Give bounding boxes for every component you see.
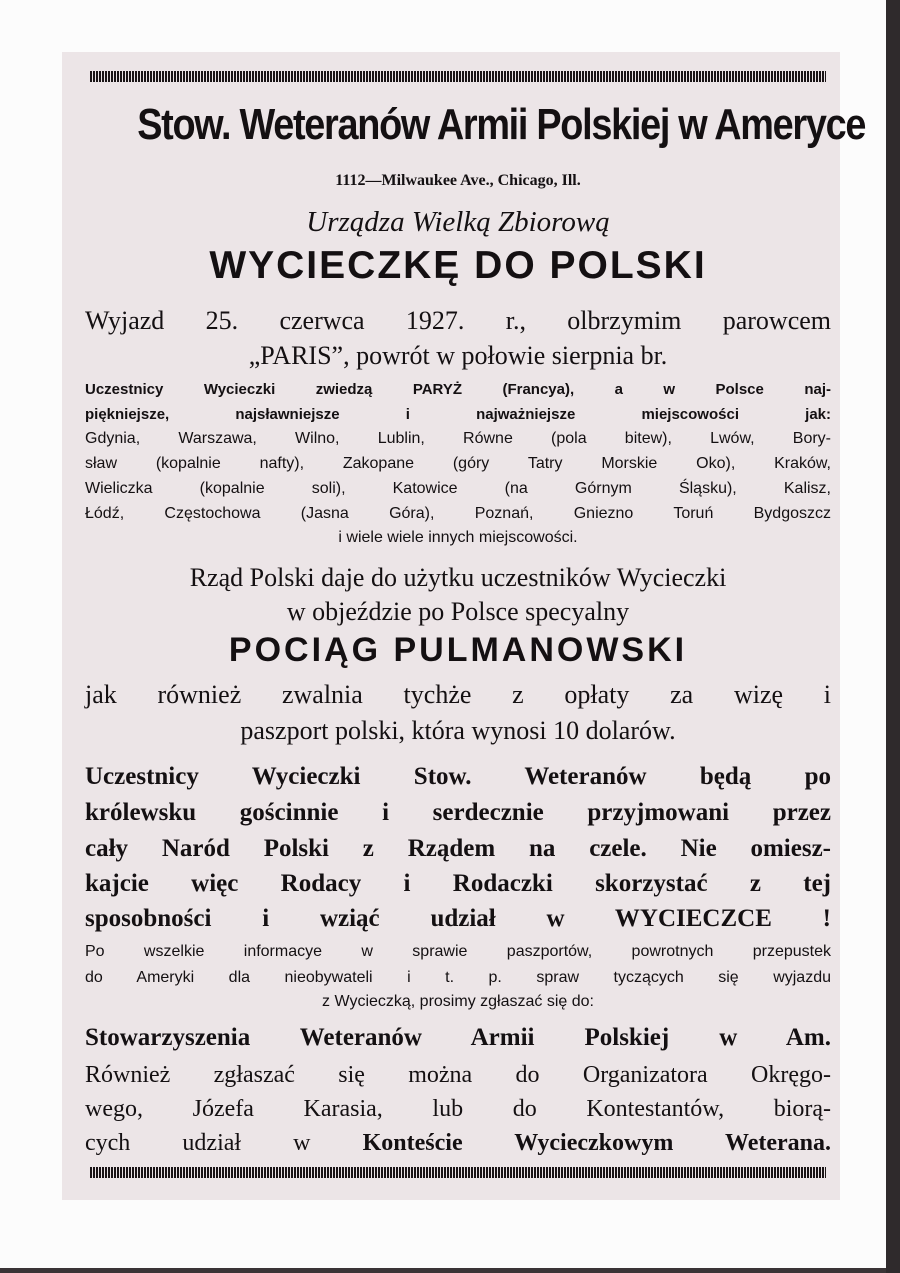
poster-headline: WYCIECZKĘ DO POLSKI xyxy=(209,244,707,287)
government-line-2: w objeździe po Polsce specyalny xyxy=(286,597,630,626)
info-line-3: z Wycieczką, prosimy zgłaszać się do: xyxy=(322,993,594,1010)
appeal-line-4: kajcie więc Rodacy i Rodaczki skorzystać z tej xyxy=(85,870,831,897)
contest-name: Konteście Wycieczkowym Weterana. xyxy=(362,1130,831,1156)
info-line-1: Po wszelkie informacye w sprawie paszportów, powrotnych przepustek xyxy=(85,943,831,960)
visa-line-2: paszport polski, która wynosi 10 dolarów. xyxy=(240,716,676,745)
cities-line-4: Łódź, Częstochowa (Jasna Góra), Poznań, Gniezno Toruń Bydgoszcz xyxy=(85,505,831,522)
cities-line-3: Wieliczka (kopalnie soli), Katowice (na Górnym Śląsku), Kalisz, xyxy=(85,480,831,497)
closing-line-3 xyxy=(85,1130,831,1157)
appeal-line-5: sposobności i wziąć udział w WYCIECZCE ! xyxy=(85,905,831,932)
scanner-edge xyxy=(886,0,900,1273)
closing-line-1: Również zgłaszać się można do Organizatora Okręgo- xyxy=(85,1062,831,1088)
cities-line-5: i wiele wiele innych miejscowości. xyxy=(338,529,578,546)
visa-line-1: jak również zwalnia tychże z opłaty za wizę i xyxy=(85,680,831,709)
appeal-line-1: Uczestnicy Wycieczki Stow. Weteranów będą po xyxy=(85,763,831,790)
visit-line-2: piękniejsze, najsławniejsze i najważniejsze miejscowości jak: xyxy=(85,406,831,423)
info-line-2: do Ameryki dla nieobywateli i t. p. spraw tyczących się wyjazdu xyxy=(85,969,831,986)
visit-line-1: Uczestnicy Wycieczki zwiedzą PARYŻ (Francya), a w Polsce naj- xyxy=(85,381,831,398)
poster-address: 1112—Milwaukee Ave., Chicago, Ill. xyxy=(335,172,581,189)
bottom-rule xyxy=(90,1167,826,1178)
government-line-1: Rząd Polski daje do użytku uczestników Wycieczki xyxy=(189,563,727,592)
contact-line: Stowarzyszenia Weteranów Armii Polskiej w Am. xyxy=(85,1024,831,1051)
cities-line-1: Gdynia, Warszawa, Wilno, Lublin, Równe (pola bitew), Lwów, Bory- xyxy=(85,430,831,447)
appeal-line-2: królewsku gościnnie i serdecznie przyjmowani przez xyxy=(85,799,831,826)
cities-line-2: sław (kopalnie nafty), Zakopane (góry Tatry Morskie Oko), Kraków, xyxy=(85,455,831,472)
departure-line-2: „PARIS”, powrót w połowie sierpnia br. xyxy=(248,341,668,370)
closing-line-2: wego, Józefa Karasia, lub do Kontestantów, biorą- xyxy=(85,1096,831,1122)
poster-title: Stow. Weteranów Armii Polskiej w Ameryce xyxy=(137,100,866,149)
top-rule xyxy=(90,71,826,82)
poster-subtitle: Urządza Wielką Zbiorową xyxy=(306,206,610,238)
train-headline: POCIĄG PULMANOWSKI xyxy=(228,631,688,669)
appeal-line-3: cały Naród Polski z Rządem na czele. Nie omiesz- xyxy=(85,835,831,862)
departure-line-1: Wyjazd 25. czerwca 1927. r., olbrzymim parowcem xyxy=(85,306,831,335)
closing-line-3-text: cych udział w xyxy=(85,1130,363,1156)
